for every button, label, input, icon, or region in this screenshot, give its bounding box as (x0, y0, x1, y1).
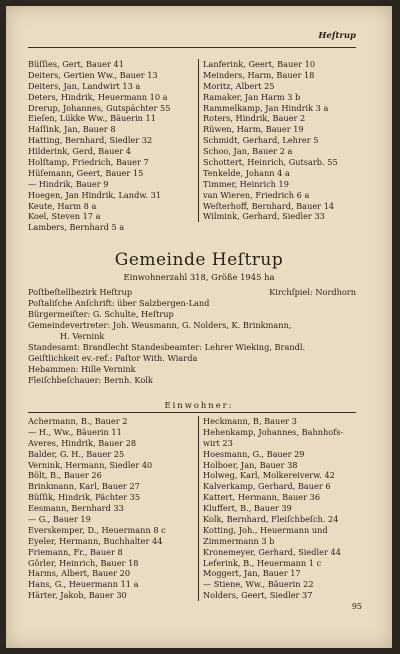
list-item: Lanferink, Geert, Bauer 10 (203, 59, 316, 69)
page-number: 95 (351, 602, 362, 611)
list-item: Hoegen, Jan Hindrik, Landw. 31 (28, 189, 161, 200)
municipality-title: Gemeinde Heſtrup (114, 250, 284, 270)
residents-list-right-top (198, 59, 359, 222)
list-item: Kalverkamp, Gerhard, Bauer 6 (203, 481, 331, 492)
residents-heading: Einwohner: (164, 400, 234, 410)
list-item: — G., Bauer 19 (28, 514, 91, 525)
list-item: Deiters, Gertien Ww., Bauer 13 (28, 69, 158, 80)
list-item: Moggert, Jan, Bauer 17 (203, 568, 301, 579)
list-item: Kluffert, B., Bauer 39 (203, 503, 292, 514)
list-item: Lambers, Bernhard 5 a (28, 222, 125, 233)
list-item: Friemann, Fr., Bauer 8 (28, 546, 123, 557)
list-item: Achermann, B., Bauer 2 (28, 416, 128, 426)
list-item: Wilmink, Gerhard, Siedler 33 (203, 211, 325, 222)
list-item: Holweg, Karl, Molkereiverw. 42 (203, 470, 335, 481)
list-item: Schoo, Jan, Bauer 2 a (203, 146, 293, 157)
list-item: — Stiene, Ww., Bäuerin 22 (203, 579, 314, 590)
list-item: Balder, G. H., Bauer 25 (28, 448, 125, 459)
list-item: Keute, Harm 8 a (28, 200, 97, 211)
registry-office: Standesamt: Brandlecht Standesbeamter: Lehrer Wieking, Brandl. (28, 342, 306, 352)
list-item: Hehenkamp, Johannes, Bahnhofs- (203, 426, 344, 437)
list-item: Timmer, Heinrich 19 (203, 178, 289, 189)
municipality-info (28, 287, 356, 386)
list-item: Härter, Jakob, Bauer 30 (28, 590, 127, 601)
list-item: Görler, Heinrich, Bauer 18 (28, 557, 139, 568)
list-item: Weſterhoff, Bernhard, Bauer 14 (203, 200, 335, 211)
list-item: Heckmann, B, Bauer 3 (203, 416, 297, 426)
list-item: — H., Ww., Bäuerin 11 (28, 426, 122, 437)
clergy: Geiſtlichkeit ev.-ref.: Paſtor With. Wiarda (28, 353, 198, 363)
directory-page (6, 6, 392, 648)
list-item: Ramaker, Jan Harm 3 b (203, 91, 301, 102)
list-item: Deters, Hindrik, Heuermann 10 a (28, 91, 168, 102)
list-item: Schmidt, Gerhard, Lehrer 5 (203, 135, 319, 146)
list-item: Everskemper, D., Heuermann 8 c (28, 524, 166, 535)
postal-district: Poſtbeſtellbezirk Heſtrup (28, 287, 133, 297)
list-item: Brinkmann, Karl, Bauer 27 (28, 481, 140, 492)
list-item: van Wieren, Friedrich 6 a (203, 189, 310, 200)
list-item: Nolders, Geert, Siedler 37 (203, 590, 313, 601)
list-item: Tenkelde, Johann 4 a (203, 167, 290, 178)
list-item: Schottert, Heinrich, Gutsarb. 55 (203, 157, 338, 168)
running-title: Heſtrup (318, 31, 356, 41)
residents-list-left-top (28, 59, 188, 233)
list-item: Harms, Albert, Bauer 20 (28, 568, 131, 579)
list-item: — Hindrik, Bauer 9 (28, 178, 109, 189)
list-item: Bölt, B., Bauer 26 (28, 470, 102, 481)
council-members: Gemeindevertreter: Joh. Weusmann, G. Nolders, K. Brinkmann, (28, 320, 292, 330)
list-item: Rammelkamp, Jan Hindrik 3 a (203, 102, 329, 113)
divider (28, 412, 356, 413)
list-item: Meinders, Harm, Bauer 18 (203, 69, 315, 80)
list-item: Rüwen, Harm, Bauer 19 (203, 124, 304, 135)
parish: Kirchſpiel: Nordhorn (269, 287, 356, 297)
list-item: Kattert, Hermann, Bauer 36 (203, 492, 321, 503)
mayor: Bürgermeiſter: G. Schulte, Heſtrup (28, 309, 174, 319)
list-item: Eieſen, Lükke Ww., Bäuerin 11 (28, 113, 156, 124)
list-item: Büſſik, Hindrik, Pächter 35 (28, 492, 141, 503)
residents-list-right (198, 416, 359, 601)
list-item: wirt 23 (203, 437, 233, 448)
list-item: Haſſink, Jan, Bauer 8 (28, 124, 116, 135)
page-header (28, 31, 356, 48)
council-members-cont: H. Vernink (60, 331, 105, 341)
list-item: Drerup, Johannes, Gutspächter 55 (28, 102, 171, 113)
residents-list-left (28, 416, 188, 601)
list-item: Hatting, Bernhard, Siedler 32 (28, 135, 153, 146)
list-item: Vernink, Hermann, Siedler 40 (28, 459, 153, 470)
list-item: Kronemeyer, Gerhard, Siedler 44 (203, 546, 341, 557)
midwives: Hebammen: Hille Vernink (28, 364, 136, 374)
list-item: Hoesmann, G., Bauer 29 (203, 448, 305, 459)
list-item: Averes, Hindrik, Bauer 28 (28, 437, 137, 448)
list-item: Koel, Steven 17 a (28, 211, 101, 222)
postal-line (28, 287, 356, 298)
list-item: Hans, G., Heuermann 11 a (28, 579, 139, 590)
list-item: Holboer, Jan, Bauer 38 (203, 459, 298, 470)
list-item: Hilderink, Gerd, Bauer 4 (28, 146, 131, 157)
postal-address: Poſtaliſche Anſchrift: über Salzbergen-Land (28, 298, 210, 308)
list-item: Eyeler, Hermann, Buchhalter 44 (28, 535, 163, 546)
list-item: Kotting, Joh., Heuermann und (203, 524, 328, 535)
list-item: Deiters, Jan, Landwirt 13 a (28, 80, 141, 91)
list-item: Holſtamp, Friedrich, Bauer 7 (28, 157, 149, 168)
list-item: Kolk, Bernhard, Fleiſchbeſch. 24 (203, 514, 339, 525)
list-item: Hüſemann, Geert, Bauer 15 (28, 167, 144, 178)
list-item: Zimmermann 3 b (203, 535, 275, 546)
meat-inspector: Fleiſchbeſchauer: Bernh. Kolk (28, 375, 153, 385)
list-item: Büſſies, Gert, Bauer 41 (28, 59, 124, 69)
municipality-subtitle: Einwohnerzahl 318, Größe 1945 ha (123, 272, 275, 282)
list-item: Leferink, B., Heuermann 1 c (203, 557, 322, 568)
list-item: Roters, Hindrik, Bauer 2 (203, 113, 306, 124)
list-item: Eesmann, Bernhard 33 (28, 503, 124, 514)
list-item: Moritz, Albert 25 (203, 80, 275, 91)
